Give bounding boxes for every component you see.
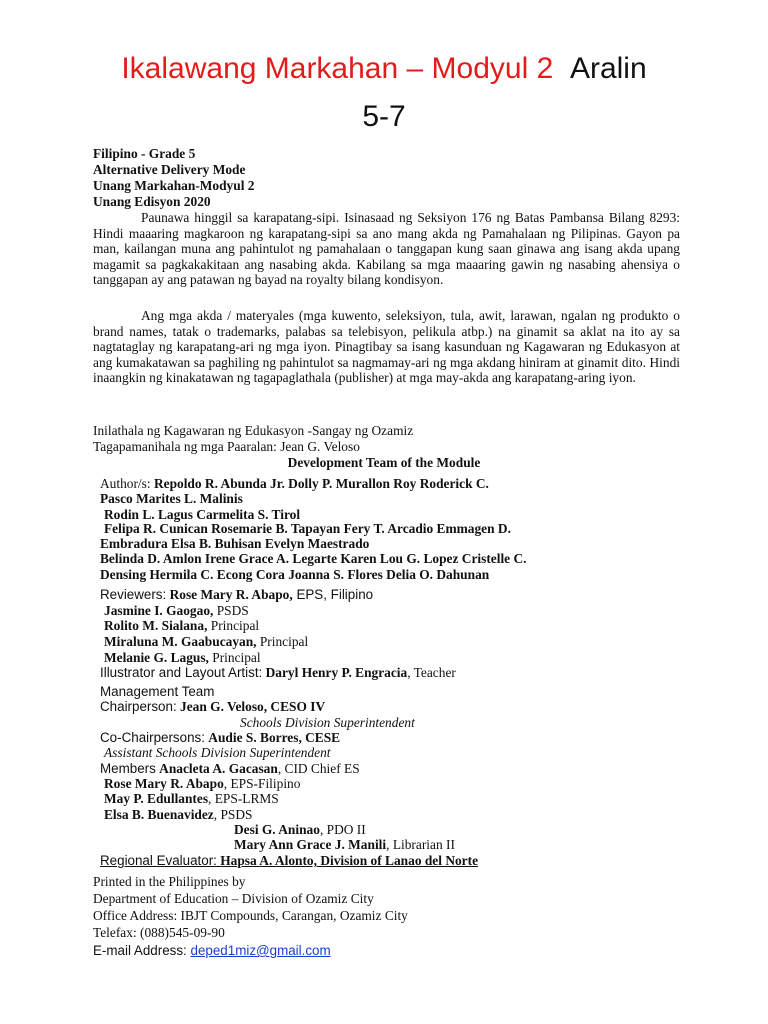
cochair-label: Co-Chairpersons: bbox=[100, 730, 205, 745]
member-line bbox=[234, 822, 366, 838]
member-name: Desi G. Aninao bbox=[234, 822, 320, 837]
chairperson-name: Jean G. Veloso, CESO IV bbox=[180, 699, 326, 714]
cochair-title: Assistant Schools Division Superintendent bbox=[104, 745, 331, 760]
chairperson-line bbox=[100, 699, 325, 715]
page-title bbox=[0, 52, 768, 86]
superintendent-line: Tagapamanihala ng mga Paaralan: Jean G. Veloso bbox=[93, 439, 360, 454]
reviewer-role: Principal bbox=[256, 634, 309, 649]
members-line bbox=[100, 761, 360, 777]
office-address-line: Office Address: IBJT Compounds, Carangan, Ozamiz City bbox=[93, 908, 408, 923]
authors-line-2: Pasco Marites L. Malinis bbox=[100, 491, 243, 506]
evaluator-label: Regional Evaluator: bbox=[100, 853, 217, 868]
authors-label: Author/s: bbox=[100, 476, 151, 491]
reviewer-role: EPS, Filipino bbox=[292, 587, 374, 602]
member-line bbox=[104, 807, 252, 823]
header-mode: Alternative Delivery Mode bbox=[93, 162, 246, 177]
authors-line-6: Belinda D. Amlon Irene Grace A. Legarte Karen Lou G. Lopez Cristelle C. bbox=[100, 551, 527, 566]
reviewer-line bbox=[104, 650, 261, 666]
reviewer-name: Rolito M. Sialana, bbox=[104, 618, 208, 633]
evaluator-name: Hapsa A. Alonto, Division of Lanao del Norte bbox=[220, 853, 479, 868]
reviewer-line bbox=[104, 603, 249, 619]
management-heading: Management Team bbox=[100, 684, 215, 699]
email-label: E-mail Address: bbox=[93, 943, 187, 958]
paragraph-1-text: Paunawa hinggil sa karapatang-sipi. Isinasaad ng Seksiyon 176 ng Batas Pambansa Bilang 8293: Hindi maaaring magkaroon ng karapatang-sipi sa ano mang akda ng Pamahalaan ng Pilipinas. Gayon pa man, kailangan muna ang pahintulot ng pamahalaan o tanggapan kung saan ginawa ang isang akda upang magamit sa pagkakakitaan ang nasabing akda. Kabilang sa mga maaaring gawin ng nasabing ahensiya o tanggapan ay ang patawan ng bayad na royalty bilang kondisyon. bbox=[93, 210, 680, 287]
member-line bbox=[104, 776, 300, 792]
member-role: , PSDS bbox=[213, 807, 253, 822]
title-lesson-number: 5-7 bbox=[362, 100, 406, 133]
copyright-paragraph-1 bbox=[93, 210, 680, 288]
reviewer-name: Melanie G. Lagus, bbox=[104, 650, 209, 665]
department-line: Department of Education – Division of Ozamiz City bbox=[93, 891, 374, 906]
reviewer-role: PSDS bbox=[213, 603, 249, 618]
authors-line-3: Rodin L. Lagus Carmelita S. Tirol bbox=[104, 507, 301, 522]
reviewer-role: Principal bbox=[208, 650, 261, 665]
reviewer-name: Miraluna M. Gaabucayan, bbox=[104, 634, 257, 649]
member-line bbox=[104, 791, 279, 807]
reviewer-line bbox=[104, 634, 308, 650]
email-line bbox=[93, 943, 331, 959]
dev-team-heading: Development Team of the Module bbox=[287, 455, 481, 470]
reviewers-line bbox=[100, 587, 373, 603]
reviewer-name: Jasmine I. Gaogao, bbox=[104, 603, 214, 618]
member-role: , EPS-Filipino bbox=[223, 776, 301, 791]
members-label: Members bbox=[100, 761, 156, 776]
cochair-name: Audie S. Borres, CESE bbox=[208, 730, 341, 745]
authors-line-1 bbox=[100, 476, 489, 492]
chairperson-label: Chairperson: bbox=[100, 699, 177, 714]
publisher-line: Inilathala ng Kagawaran ng Edukasyon -Sangay ng Ozamiz bbox=[93, 423, 414, 438]
authors-line-4: Felipa R. Cunican Rosemarie B. Tapayan Fery T. Arcadio Emmagen D. bbox=[104, 521, 511, 536]
paragraph-2-text: Ang mga akda / materyales (mga kuwento, seleksiyon, tula, awit, larawan, ngalan ng produkto o brand names, tatak o trademarks, palabas sa telebisyon, pelikula atbp.) na ginamit sa aklat na ito ay sa nagtataglay ng karapatang-ari ng mga iyon. Pinagtibay sa isang kasunduan ng Kagawaran ng Edukasyon at ang kumakatawan sa paghiling ng pahintulot sa nagmamay-ari ng mga akdang hiniram at ginamit dito. Hindi inaangkin ng kinakatawan ng tagapaglathala (publisher) at mga may-akda ang karapatang-aring iyon. bbox=[93, 308, 680, 385]
reviewer-name: Rose Mary R. Abapo, bbox=[169, 587, 293, 602]
member-role: , PDO II bbox=[319, 822, 366, 837]
member-name: May P. Edullantes bbox=[104, 791, 209, 806]
member-role: , CID Chief ES bbox=[277, 761, 360, 776]
email-link[interactable]: deped1miz@gmail.com bbox=[190, 943, 331, 958]
member-name: Mary Ann Grace J. Manili bbox=[234, 837, 387, 852]
member-role: , EPS-LRMS bbox=[208, 791, 279, 806]
regional-evaluator-line bbox=[100, 853, 478, 869]
reviewer-line bbox=[104, 618, 259, 634]
printed-line: Printed in the Philippines by bbox=[93, 874, 246, 889]
illustrator-name: Daryl Henry P. Engracia bbox=[265, 665, 408, 680]
member-line bbox=[234, 837, 455, 853]
authors-line-5: Embradura Elsa B. Buhisan Evelyn Maestrado bbox=[100, 536, 370, 551]
illustrator-label: Illustrator and Layout Artist: bbox=[100, 665, 263, 680]
reviewers-label: Reviewers: bbox=[100, 587, 167, 602]
title-red-part: Ikalawang Markahan – Modyul 2 bbox=[121, 52, 554, 85]
illustrator-line bbox=[100, 665, 456, 681]
member-role: , Librarian II bbox=[386, 837, 455, 852]
illustrator-role: , Teacher bbox=[407, 665, 456, 680]
authors-line-7: Densing Hermila C. Econg Cora Joanna S. Flores Delia O. Dahunan bbox=[100, 567, 490, 582]
member-name: Rose Mary R. Abapo bbox=[104, 776, 224, 791]
member-name: Elsa B. Buenavidez bbox=[104, 807, 214, 822]
authors-names-1: Repoldo R. Abunda Jr. Dolly P. Murallon Roy Roderick C. bbox=[153, 476, 489, 491]
reviewer-role: Principal bbox=[207, 618, 260, 633]
title-black-part: Aralin bbox=[569, 52, 647, 85]
telefax-line: Telefax: (088)545-09-90 bbox=[93, 925, 225, 940]
cochair-line bbox=[100, 730, 340, 746]
header-module: Unang Markahan-Modyul 2 bbox=[93, 178, 255, 193]
copyright-paragraph-2 bbox=[93, 308, 680, 386]
header-subject: Filipino - Grade 5 bbox=[93, 146, 196, 161]
member-name: Anacleta A. Gacasan bbox=[159, 761, 278, 776]
header-edition: Unang Edisyon 2020 bbox=[93, 194, 211, 209]
chairperson-title: Schools Division Superintendent bbox=[240, 715, 415, 730]
